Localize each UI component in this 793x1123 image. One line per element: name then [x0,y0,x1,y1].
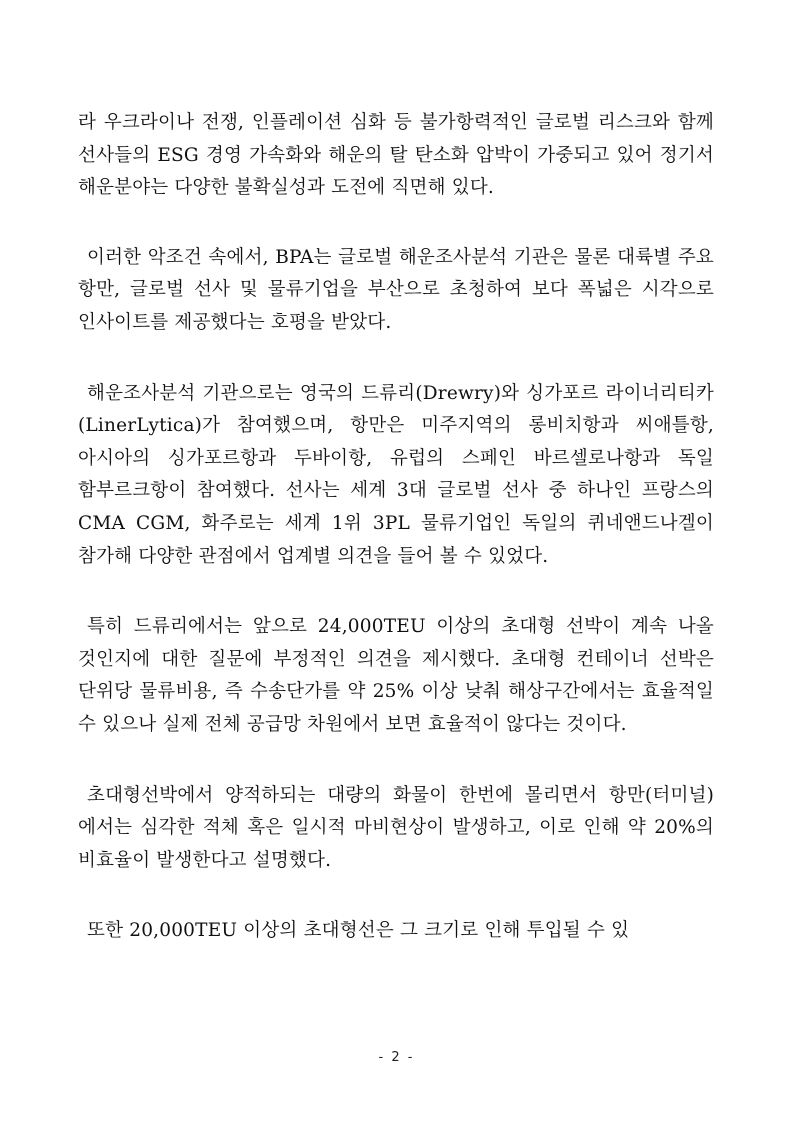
paragraph-1: 라 우크라이나 전쟁, 인플레이션 심화 등 불가항력적인 글로벌 리스크와 함께 선사들의 ESG 경영 가속화와 해운의 탈 탄소화 압박이 가중되고 있어 정기서 해운분야는 다양한 불확실성과 도전에 직면해 있다. [78,112,714,199]
document-body [78,107,714,948]
paragraph-4: 특히 드류리에서는 앞으로 24,000TEU 이상의 초대형 선박이 계속 나올 것인지에 대한 질문에 부정적인 의견을 제시했다. 초대형 컨테이너 선박은 단위당 물류비용, 즉 수송단가를 약 25% 이상 낮춰 해상구간에서는 효율적일 수 있으나 실제 전체 공급망 차원에서 보면 효율적이 않다는 것이다. [78,616,714,735]
paragraph-5: 초대형선박에서 양적하되는 대량의 화물이 한번에 몰리면서 항만(터미널)에서는 심각한 적체 혹은 일시적 마비현상이 발생하고, 이로 인해 약 20%의 비효율이 발생한다고 설명했다. [78,784,714,871]
paragraph-2: 이러한 악조건 속에서, BPA는 글로벌 해운조사분석 기관은 물론 대륙별 주요 항만, 글로벌 선사 및 물류기업을 부산으로 초청하여 보다 폭넓은 시각으로 인사이트를 제공했다는 호평을 받았다. [78,246,714,333]
paragraph-6: 또한 20,000TEU 이상의 초대형선은 그 크기로 인해 투입될 수 있 [87,920,630,942]
paragraph-3: 해운조사분석 기관으로는 영국의 드류리(Drewry)와 싱가포르 라이너리티카(LinerLytica)가 참여했으며, 항만은 미주지역의 롱비치항과 씨애틀항, 아시아의 싱가포르항과 두바이항, 유럽의 스페인 바르셀로나항과 독일 함부르크항이 참여했다. 선사는 세계 3대 글로벌 선사 중 하나인 프랑스의 CMA CGM, 화주로는 세계 1위 3PL 물류기업인 독일의 퀴네앤드나겔이 참가해 다양한 관점에서 업계별 의견을 들어 볼 수 있었다. [78,382,714,567]
page-number: - 2 - [378,1050,415,1065]
